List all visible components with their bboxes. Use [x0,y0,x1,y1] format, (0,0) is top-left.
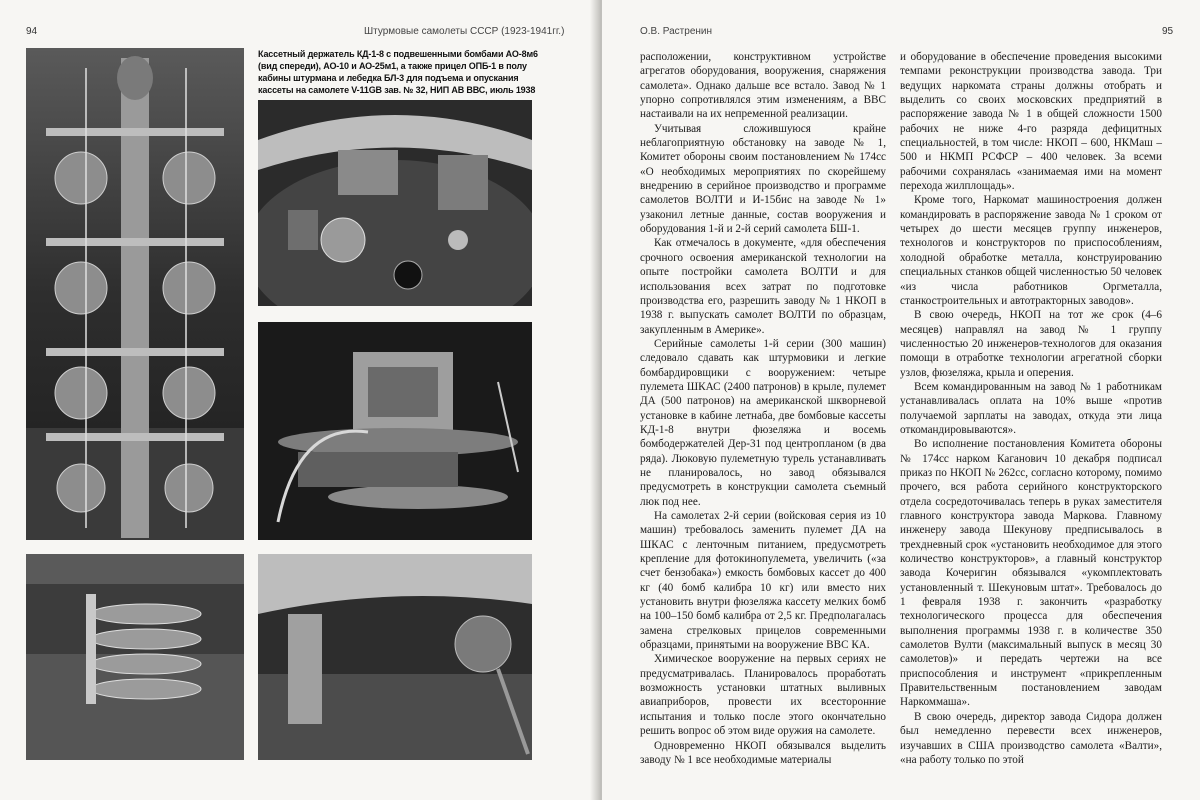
right-page-number: 95 [1162,26,1174,37]
left-running-head: Штурмовые самолеты СССР (1923-1941гг.) [364,26,565,37]
right-running-head: О.В. Растренин [640,26,713,37]
paragraph: В свою очередь, НКОП на тот же срок (4–6 месяцев) направлял на завод № 1 группу численностью 20 инженеров-технологов для оказания помощи в отработке технологии агрегатной сборки узлов, фюзеляжа, крыла и оперения. [900,309,1162,379]
paragraph: Химическое вооружение на первых сериях не предусматривалась. Планировалось проработать возможность установки штатных выливных авиаприборов, провести их всесторонние испытания и только после этого окончательно решить вопрос об этом виде оружия на самолете. [640,653,886,738]
text-column-2 [900,50,1162,767]
paragraph: Одновременно НКОП обязывался выделить заводу № 1 все необходимые материалы [640,739,886,766]
paragraph: и оборудование в обеспечение проведения высокими темпами реконструкции производства завода. Три ведущих наркомата страны должны отобрать и выделить со своих московских предприятий в распоряжение завода № 1 в общей сложности 1500 рабочих не ниже 4-го разряда дефицитных специальностей, в том числе: НКОП – 600, НКМаш – 500 и НКМП РСФСР – 400 человек. За всеми рабочими сохранялась «занимаемая ими на момент перехода жилплощадь». [900,51,1162,193]
cassette-on-grass-photo [26,554,244,760]
bomb-cassette-front-photo [26,48,244,540]
paragraph: В свою очередь, директор завода Сидора должен был немедленно перевести всех инженеров, изучавших в США производство самолета «Валти», «на работу только по этой [900,710,1162,766]
paragraph: Во исполнение постановления Комитета обороны № 174сс нарком Каганович 10 декабря подписал приказ по НКОП № 262сс, согласно которому, помимо прочего, вся работа серийного конструкторского отдела сосредоточивалась теперь в руках заместителя главного конструктора завода Маркова. Главному инженеру завода Шекунову предписывалось в трехдневный срок «установить необходимое для этого количество конструкторов», а главный конструктор завода Кочеригин обязывался «укомплектовать установленный т. Шекуновым штат». Требовалось до 1 февраля 1938 г. закончить «разработку технологического процесса для обеспечения выполнения программы 1938 г. в количестве 350 самолетов Вулти (максимальный выпуск в месяц 30 самолетов)» и передать чертежи на все приспособления и инструмент «прикрепленным Правительственным постановлением заводам Наркоммаша». [900,438,1162,709]
paragraph: расположении, конструктивном устройстве агрегатов оборудования, вооружения, снаряжения самолета». Однако дальше все встало. Завод № 1 упорно сопротивлялся этим изменениям, а ВВС настаивали на их непременной реализации. [640,51,886,121]
text-column-1 [640,50,886,767]
cockpit-floor-photo [258,100,532,306]
left-page [0,0,598,800]
paragraph: Кроме того, Наркомат машиностроения должен командировать в распоряжение завода № 1 сроком от четырех до шести месяцев группу инженеров, технологов и конструкторов по приспособлениям, холодной обработке металла, конструированию специальных станков общей численностью 50 человек «из числа работников Оргметалла, станкостроительных и автотракторных заводов». [900,194,1162,307]
paragraph: Как отмечалось в документе, «для обеспечения срочного освоения американской технологии на опыте постройки самолета ВОЛТИ и для использования всех затрат по подготовке производства его, разрешить заводу № 1 НКОП в 1938 г. выпускать самолет ВОЛТИ по образцам, закупленным в Америке». [640,237,886,336]
winch-photo [258,322,532,540]
right-page [602,0,1200,800]
paragraph: На самолетах 2-й серии (войсковая серия из 10 машин) требовалось заменить пулемет ДА на ШКАС с ленточным питанием, предусмотреть крепление для фотокинопулемета, увеличить («за счет бензобака») емкость бомбовых кассет до 400 кг (40 бомб калибра 10 кг) или вместо них установить внутри фюзеляжа кассету мелких бомб на 100–150 бомб калибра от 2,5 кг. Предполагалась замена стрелковых прицелов современными образцами, принятыми на вооружение ВВС КА. [640,510,886,652]
paragraph: Учитывая сложившуюся крайне неблагоприятную обстановку на заводе № 1, Комитет обороны своим постановлением № 174сс «О необходимых мероприятиях по скорейшему внедрению в серийное производство и программе самолетов ВОЛТИ и И-15бис на заводе № 1» узаконил летные данные, состав вооружения и оборудования 1-й и 2-й серий самолета БШ-1. [640,122,886,236]
photo-caption: Кассетный держатель КД-1-8 с подвешенными бомбами АО-8м6 (вид спереди), АО-10 и АО-25м1, а также прицел ОПБ-1 в полу кабины штурмана и лебедка БЛ-3 для подъема и опускания кассеты на самолете V-11GB зав. № 32, НИП АВ ВВС, июль 1938 [258,49,538,95]
paragraph: Серийные самолеты 1-й серии (300 машин) следовало сдавать как штурмовики и легкие бомбардировщики с вооружением: четыре пулемета ШКАС (2400 патронов) в крыле, пулемет ДА (500 патронов) на американской шкворневой установке в кабине летнаба, две бомбовые кассеты КД-1-8 внутри фюзеляжа и восемь бомбодержателей Дер-31 под центропланом (в два ряда). Люковую пулеметную турель устанавливать не планировалось, но завод обязывался предусмотреть в конструкции самолета съемный люк под нее. [640,337,886,508]
paragraph: Всем командированным на завод № 1 работникам устанавливалась оплата на 10% выше «против получаемой зарплаты на заводах, откуда эти лица откомандировываются». [900,380,1162,436]
cassette-lowered-photo [258,554,532,760]
left-page-number: 94 [26,26,38,37]
